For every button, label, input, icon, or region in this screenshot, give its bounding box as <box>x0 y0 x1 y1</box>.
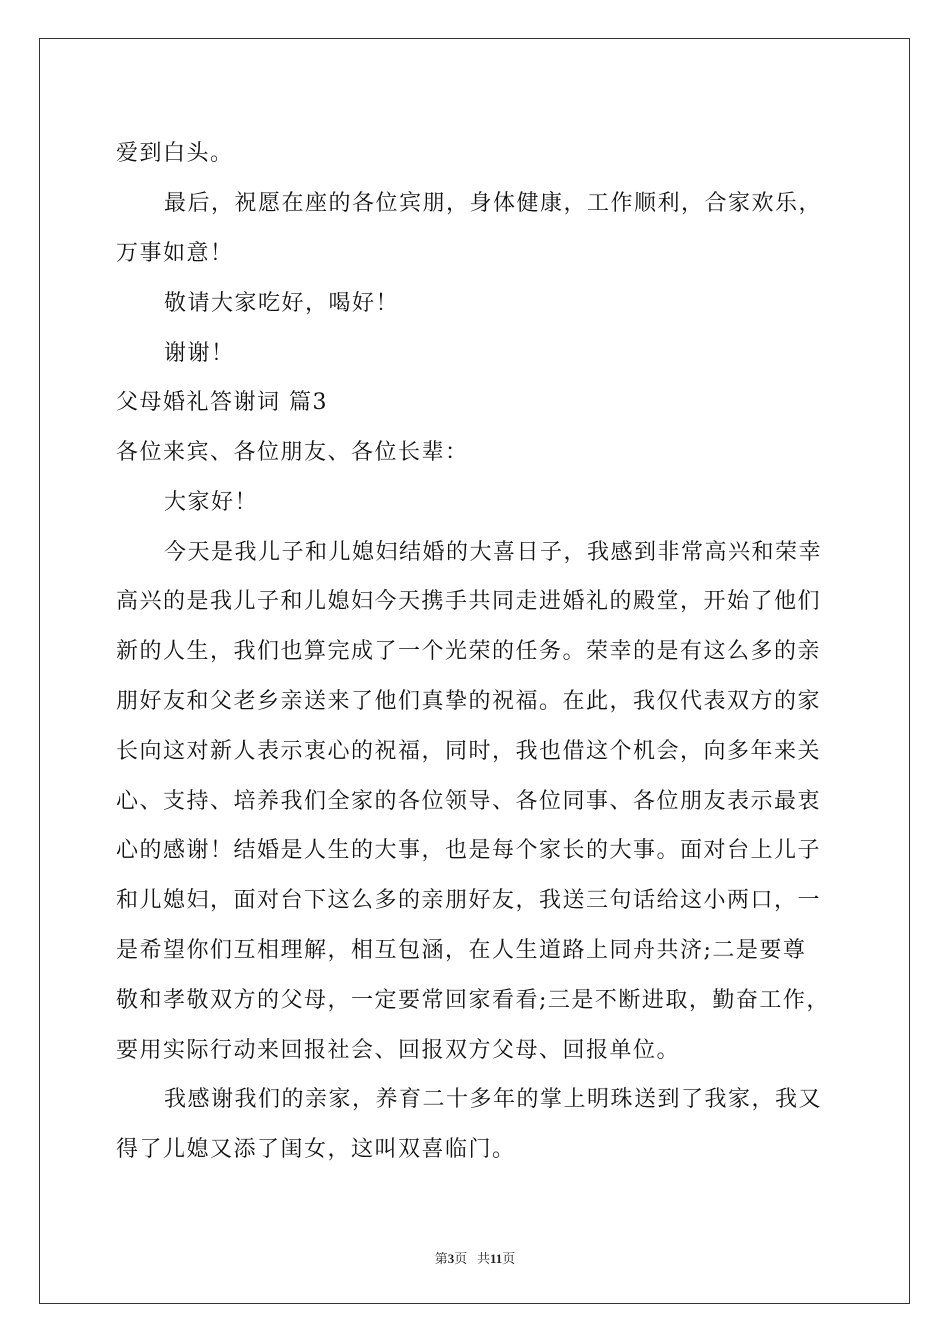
text-line: 心的感谢！结婚是人生的大事，也是每个家长的大事。面对台上儿子 <box>116 838 822 863</box>
text-line: 是希望你们互相理解，相互包涵，在人生道路上同舟共济;二是要尊 <box>116 938 807 963</box>
text-line: 大家好！ <box>164 490 259 515</box>
text-line: 我感谢我们的亲家，养育二十多年的掌上明珠送到了我家，我又 <box>164 1087 823 1112</box>
text-line: 朋好友和父老乡亲送来了他们真挚的祝福。在此，我仅代表双方的家 <box>116 689 822 714</box>
salutation: 各位来宾、各位朋友、各位长辈： <box>116 440 469 465</box>
total-page-number: 11 <box>489 1251 503 1266</box>
text-line: 敬和孝敬双方的父母，一定要常回家看看;三是不断进取，勤奋工作， <box>116 988 830 1013</box>
page-border <box>39 38 910 1304</box>
text-line: 敬请大家吃好，喝好！ <box>164 291 400 316</box>
text-line: 爱到白头。 <box>116 141 234 166</box>
footer-prefix: 第 <box>434 1251 448 1266</box>
footer-total-prefix: 共 <box>476 1251 490 1266</box>
section-heading: 父母婚礼答谢词 篇3 <box>116 390 328 415</box>
footer-total-suffix: 页 <box>502 1251 516 1266</box>
text-line: 最后，祝愿在座的各位宾朋，身体健康，工作顺利，合家欢乐， <box>164 191 823 216</box>
text-line: 长向这对新人表示衷心的祝福，同时，我也借这个机会，向多年来关 <box>116 739 822 764</box>
text-line: 和儿媳妇，面对台下这么多的亲朋好友，我送三句话给这小两口，一 <box>116 888 822 913</box>
text-line: 谢谢！ <box>164 341 235 366</box>
text-line: 要用实际行动来回报社会、回报双方父母、回报单位。 <box>116 1038 681 1063</box>
text-line: 心、支持、培养我们全家的各位领导、各位同事、各位朋友表示最衷 <box>116 789 822 814</box>
text-line: 今天是我儿子和儿媳妇结婚的大喜日子，我感到非常高兴和荣幸 <box>164 540 823 565</box>
text-line: 高兴的是我儿子和儿媳妇今天携手共同走进婚礼的殿堂，开始了他们 <box>116 589 822 614</box>
footer-page-suffix: 页 <box>454 1251 468 1266</box>
text-line: 得了儿媳又添了闺女，这叫双喜临门。 <box>116 1137 516 1162</box>
current-page-number: 3 <box>447 1251 455 1266</box>
text-line: 新的人生，我们也算完成了一个光荣的任务。荣幸的是有这么多的亲 <box>116 639 822 664</box>
text-line: 万事如意！ <box>116 241 234 266</box>
page-footer <box>0 1248 950 1267</box>
